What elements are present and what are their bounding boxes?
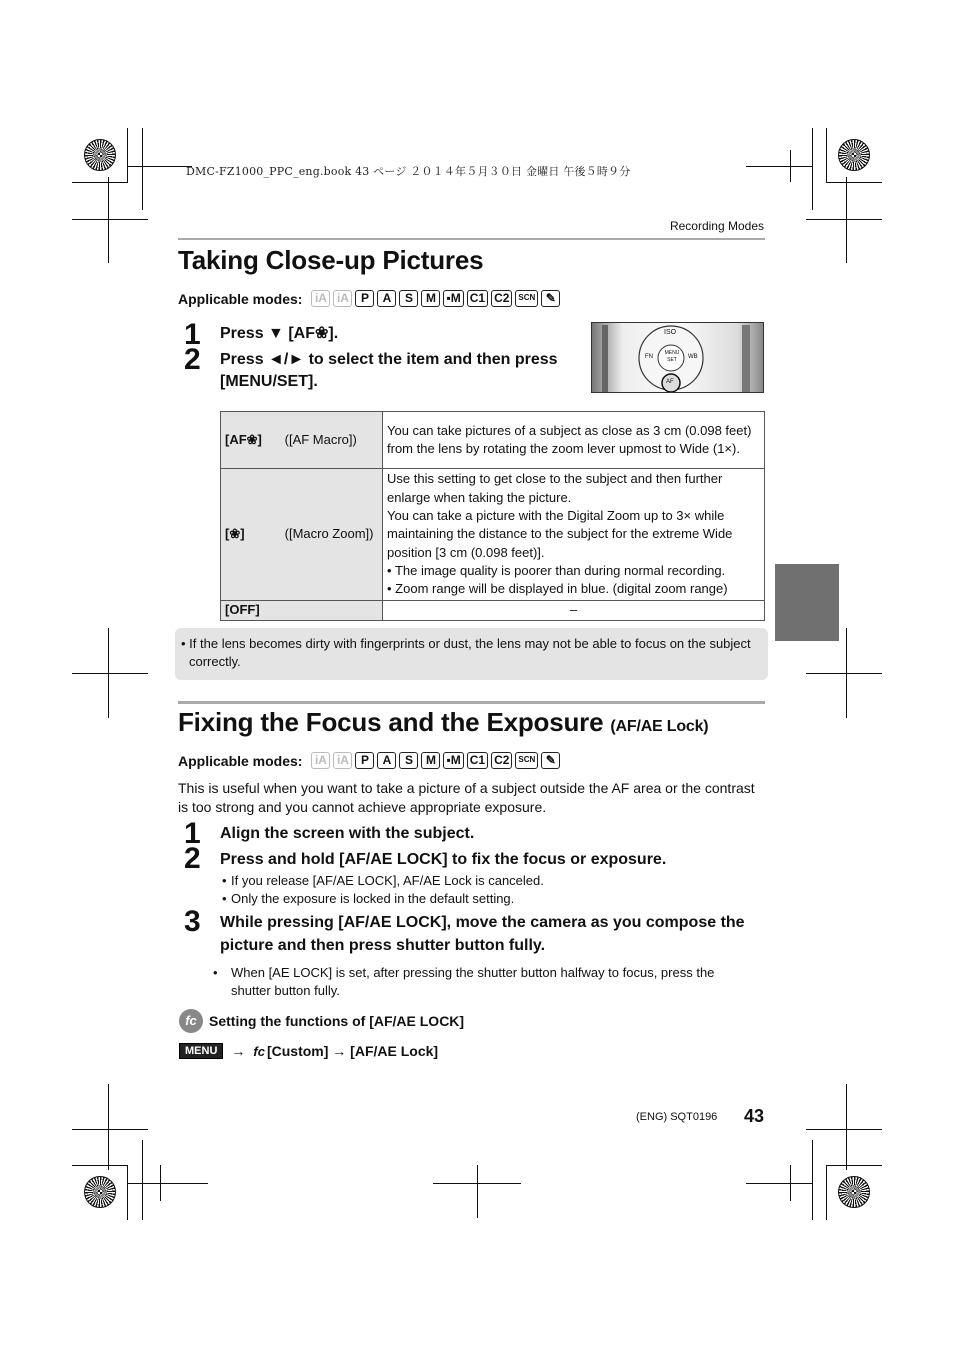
mode-c1-icon: C1 — [467, 752, 488, 769]
cursor-button-illustration — [591, 322, 764, 393]
step-bullet-text: Only the exposure is locked in the default setting. — [231, 891, 515, 906]
intro-paragraph: This is useful when you want to take a picture of a subject outside the AF area or the contrast is too strong and you cannot achieve appropriate exposure. — [178, 780, 755, 815]
macro-options-table — [220, 411, 765, 621]
table-row — [221, 469, 765, 601]
mode-movie-icon: ▪M — [443, 290, 463, 307]
mode-a-icon: A — [377, 290, 396, 307]
dial-label-wb: WB — [688, 354, 698, 360]
chapter-tab — [775, 564, 839, 641]
book-info-line: DMC-FZ1000_PPC_eng.book 43 ページ ２０１４年５月３０日 金曜日 午後５時９分 — [186, 165, 631, 178]
option-desc: You can take pictures of a subject as close as 3 cm (0.098 feet) from the lens by rotating the zoom lever upmost to Wide (1×). — [387, 422, 752, 456]
option-key-cell — [221, 469, 383, 601]
applicable-modes-2 — [178, 752, 560, 769]
option-bullet: • Zoom range will be displayed in blue. (digital zoom range) — [387, 581, 728, 597]
dial-label-af: AF — [666, 379, 674, 385]
registration-sun-icon — [84, 139, 116, 171]
header-rule — [178, 238, 765, 240]
step-text: Press and hold [AF/AE LOCK] to fix the focus or exposure. — [220, 851, 667, 868]
step-text: Align the screen with the subject. — [220, 825, 475, 842]
step-number: 1 — [184, 318, 201, 351]
modes-label: Applicable modes: — [178, 752, 303, 769]
mode-c2-icon: C2 — [491, 752, 512, 769]
mode-p-icon: P — [355, 290, 374, 307]
mode-a-icon: A — [377, 752, 396, 769]
option-bullet-text: The image quality is poorer than during normal recording. — [394, 562, 726, 578]
mode-creative-icon: ✎ — [541, 290, 560, 307]
step-number: 3 — [184, 905, 201, 938]
custom-icon: fc — [253, 1043, 265, 1059]
step-text: Press ◄/► to select the item and then press [MENU/SET]. — [220, 351, 558, 390]
mode-ia-icon: iA — [311, 290, 330, 307]
registration-sun-icon — [84, 1176, 116, 1208]
af-macro-icon: [AF❀] — [225, 431, 262, 447]
page-number: 43 — [744, 1106, 765, 1126]
option-desc-cell — [383, 469, 765, 601]
step-text: Press ▼ [AF❀]. — [220, 325, 339, 342]
section-title-closeup: Taking Close-up Pictures — [178, 245, 484, 275]
option-name: ([AF Macro]) — [284, 431, 357, 447]
mode-m-icon: M — [421, 290, 440, 307]
step-number: 2 — [184, 343, 201, 376]
dial-label-fn: FN — [645, 354, 653, 360]
step-bullet: • Only the exposure is locked in the default setting. — [222, 891, 515, 906]
option-key-cell — [221, 412, 383, 469]
menu-path — [179, 1043, 438, 1059]
option-bullet-text: Zoom range will be displayed in blue. (digital zoom range) — [395, 581, 728, 597]
dial-label-menu: MENU SET — [664, 350, 680, 363]
registration-sun-icon — [838, 1176, 870, 1208]
custom-function-icon: fc — [179, 1009, 203, 1033]
table-row — [221, 412, 765, 469]
mode-ia-plus-icon: iA — [333, 752, 352, 769]
step-bullet: • If you release [AF/AE LOCK], AF/AE Lock is canceled. — [222, 873, 544, 888]
applicable-modes-1 — [178, 290, 560, 307]
mode-c2-icon: C2 — [491, 290, 512, 307]
mode-c1-icon: C1 — [467, 290, 488, 307]
option-off-label: [OFF] — [225, 602, 260, 618]
option-key-cell — [221, 601, 383, 621]
option-desc-cell — [383, 412, 765, 469]
note-box: • If the lens becomes dirty with fingerprints or dust, the lens may not be able to focus on the subject correctly. — [175, 628, 768, 680]
modes-label: Applicable modes: — [178, 290, 303, 307]
note-text: If the lens becomes dirty with fingerprints or dust, the lens may not be able to focus on the subject correctly. — [189, 636, 751, 669]
option-desc: Use this setting to get close to the subject and then further enlarge when taking the picture. — [387, 471, 723, 505]
mode-scn-icon: SCN — [515, 290, 538, 307]
mode-ia-icon: iA — [311, 752, 330, 769]
mode-ia-plus-icon: iA — [333, 290, 352, 307]
running-header: Recording Modes — [669, 219, 764, 233]
mode-creative-icon: ✎ — [541, 752, 560, 769]
mode-p-icon: P — [355, 752, 374, 769]
dial-label-iso: ISO — [664, 329, 677, 336]
mode-m-icon: M — [421, 752, 440, 769]
mode-movie-icon: ▪M — [443, 752, 463, 769]
step-text: While pressing [AF/AE LOCK], move the camera as you compose the picture and then press shutter button fully. — [220, 914, 745, 954]
fc-setting-title: Setting the functions of [AF/AE LOCK] — [209, 1013, 465, 1029]
step-number: 2 — [184, 842, 201, 875]
mode-s-icon: S — [399, 752, 418, 769]
step-bullet-text: When [AE LOCK] is set, after pressing the shutter button halfway to focus, press the shutter button fully. — [231, 965, 715, 998]
section-title-suffix: (AF/AE Lock) — [610, 718, 709, 735]
footer-code: (ENG) SQT0196 — [636, 1111, 718, 1123]
menu-path-text: [Custom] → [AF/AE Lock] — [266, 1043, 439, 1059]
option-desc: – — [569, 602, 578, 618]
step-number: 1 — [184, 817, 201, 850]
table-row — [221, 601, 765, 621]
option-desc-cell — [383, 601, 765, 621]
arrow-icon: → — [231, 1043, 246, 1059]
menu-badge: MENU — [179, 1043, 223, 1059]
step-bullet: • When [AE LOCK] is set, after pressing the shutter button halfway to focus, press the shutter button fully. — [213, 965, 715, 998]
section-rule — [178, 701, 765, 704]
option-desc: You can take a picture with the Digital Zoom up to 3× while maintaining the distance to the subject for the extreme Wide position [3 cm (0.098 feet)]. — [387, 508, 733, 560]
mode-s-icon: S — [399, 290, 418, 307]
mode-scn-icon: SCN — [515, 752, 538, 769]
registration-sun-icon — [838, 139, 870, 171]
section-title-focus-exposure — [178, 707, 708, 738]
option-bullet: • The image quality is poorer than during normal recording. — [387, 562, 726, 578]
macro-zoom-icon: [❀] — [225, 526, 245, 542]
option-name: ([Macro Zoom]) — [284, 526, 374, 542]
section-title-main: Fixing the Focus and the Exposure — [178, 707, 604, 737]
step-bullet-text: If you release [AF/AE LOCK], AF/AE Lock is canceled. — [231, 873, 544, 888]
